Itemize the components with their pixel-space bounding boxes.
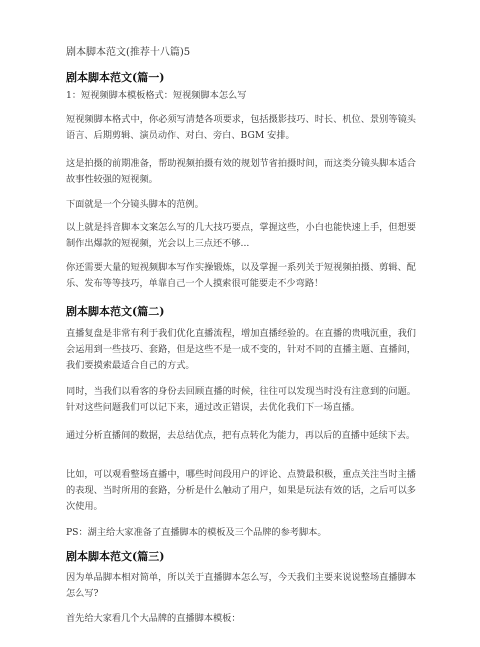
paragraph: 下面就是一个分镜头脚本的范例。 [66, 198, 204, 210]
paragraph: PS：湖主给大家准备了直播脚本的模板及三个品牌的参考脚本。 [66, 526, 327, 538]
paragraph: 这是拍摄的前期准备，帮助视频拍摄有效的规划节省拍摄时间，而这类分镜头脚本适合故事性较强的短视频。 [66, 157, 416, 185]
paragraph: 比如，可以观看整场直播中，哪些时间段用户的评论、点赞最积极，重点关注当时主播的表现、当时所用的套路，分析是什么触动了用户，如果是玩法有效的话，之后可以多次使用。 [66, 469, 416, 513]
paragraph: 因为单品脚本相对简单，所以关于直播脚本怎么写，今天我们主要来说说整场直播脚本怎么写? [66, 571, 416, 599]
section-heading-1: 剧本脚本范文(篇一) [66, 71, 165, 85]
paragraph: 首先给大家看几个大品牌的直播脚本模板： [66, 612, 241, 624]
section-heading-2: 剧本脚本范文(篇二) [66, 305, 165, 319]
paragraph: 你还需要大量的短视频脚本写作实操锻炼，以及掌握一系列关于短视频拍摄、剪辑、配乐、发布等等技巧，单靠自己一个人摸索很可能要走不少弯路！ [66, 261, 416, 289]
paragraph: 短视频脚本格式中，你必须写清楚各项要求，包括摄影技巧、时长、机位、景别等镜头语言、后期剪辑、演员动作、对白、旁白、BGM 安排。 [66, 114, 416, 142]
paragraph: 以上就是抖音脚本文案怎么写的几大技巧要点，掌握这些，小白也能快速上手，但想要制作出爆款的短视频，光会以上三点还不够... [66, 222, 416, 250]
section-heading-3: 剧本脚本范文(篇三) [66, 550, 165, 564]
paragraph: 通过分析直播间的数据，去总结优点，把有点转化为能力，再以后的直播中延续下去。 [66, 429, 416, 441]
document-title: 剧本脚本范文(推荐十八篇)5 [66, 47, 191, 58]
paragraph: 直播复盘是非常有利于我们优化直播流程，增加直播经验的。在直播的贵哦沉重，我们会运用到一些技巧、套路，但是这些不是一成不变的，针对不同的直播主题、直播间，我们要摸索最适合自己的方式。 [66, 328, 416, 372]
paragraph: 1：短视频脚本模板格式：短视频脚本怎么写 [66, 89, 247, 101]
paragraph: 同时，当我们以看客的身份去回顾直播的时候，往往可以发现当时没有注意到的问题。针对这些问题我们可以记下来，通过改正错误，去优化我们下一场直播。 [66, 385, 416, 413]
